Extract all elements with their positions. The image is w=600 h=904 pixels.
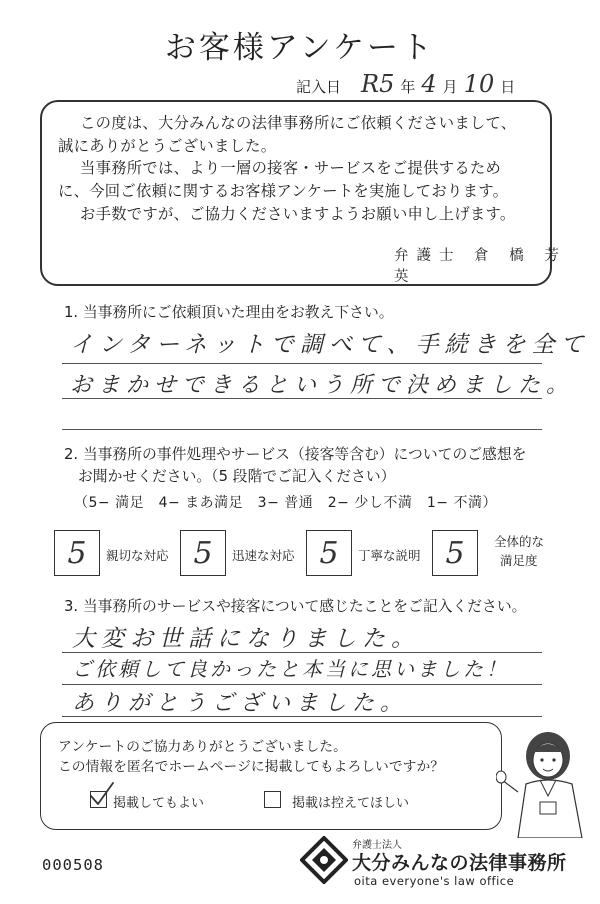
question-3: 3. 当事務所のサービスや接客について感じたことをご記入ください。 bbox=[64, 598, 527, 615]
rating-box-explanation: 5 bbox=[306, 530, 352, 576]
signature: 弁護士 倉 橋 芳 英 bbox=[394, 248, 567, 285]
answer-3-line: ありがとうございました。 bbox=[72, 691, 409, 716]
answer-rule bbox=[62, 716, 542, 717]
entry-date bbox=[296, 70, 515, 96]
answer-rule bbox=[62, 363, 542, 364]
intro-line: この度は、大分みんなの法律事務所にご依頼くださいまして、 bbox=[80, 114, 517, 132]
firm-type: 弁護士法人 bbox=[352, 840, 402, 851]
answer-3-line: 大変お世話になりました。 bbox=[72, 626, 420, 652]
firm-logo-icon bbox=[300, 836, 348, 884]
consent-no-label: 掲載は控えてほしい bbox=[292, 796, 410, 811]
question-2-line2: お聞かせください。（5 段階でご記入ください） bbox=[78, 468, 396, 485]
intro-line: お手数ですが、ご協力くださいますようお願い申し上げます。 bbox=[80, 205, 516, 223]
intro-line: 当事務所では、より一層の接客・サービスをご提供するため bbox=[80, 159, 502, 177]
firm-english-name: oita everyone's law office bbox=[354, 874, 515, 888]
answer-rule bbox=[62, 398, 542, 399]
date-label: 記入日 bbox=[296, 78, 342, 96]
answer-rule bbox=[62, 684, 542, 685]
question-2-line1: 2. 当事務所の事件処理やサービス（接客等含む）についてのご感想を bbox=[64, 446, 527, 463]
answer-1-line: おまかせできるという所で決めました。 bbox=[70, 373, 575, 398]
answer-rule bbox=[62, 429, 542, 430]
serial-number: 000508 bbox=[42, 856, 104, 874]
date-day-unit: 日 bbox=[500, 78, 516, 96]
staff-illustration bbox=[496, 722, 590, 838]
consent-yes-checkbox[interactable] bbox=[90, 791, 107, 808]
checkmark-icon bbox=[89, 782, 115, 808]
answer-1-line: インターネットで調べて、手続きを全て bbox=[70, 332, 590, 358]
rating-label-overall-2: 満足度 bbox=[500, 553, 538, 568]
rating-box-overall: 5 bbox=[432, 530, 478, 576]
question-1: 1. 当事務所にご依頼頂いた理由をお教え下さい。 bbox=[64, 304, 394, 321]
rating-label-explanation: 丁寧な説明 bbox=[358, 548, 421, 563]
rating-scale: （5− 満足 4− まあ満足 3− 普通 2− 少し不満 1− 不満） bbox=[74, 495, 497, 511]
date-year-unit: 年 bbox=[400, 78, 416, 96]
date-day: 10 bbox=[463, 70, 495, 98]
consent-no-checkbox[interactable] bbox=[264, 791, 281, 808]
rating-label-overall-1: 全体的な bbox=[494, 534, 545, 549]
date-era: R5 bbox=[361, 70, 395, 98]
consent-line2: この情報を匿名でホームページに掲載してもよろしいですか？ bbox=[58, 759, 445, 775]
rating-box-kindness: 5 bbox=[54, 530, 100, 576]
answer-3-line: ご依頼して良かったと本当に思いました！ bbox=[72, 657, 509, 681]
survey-title: お客様アンケート bbox=[164, 30, 436, 66]
rating-box-speed: 5 bbox=[180, 530, 226, 576]
consent-line1: アンケートのご協力ありがとうございました。 bbox=[58, 739, 347, 755]
firm-name: 大分みんなの法律事務所 bbox=[352, 852, 567, 874]
rating-label-speed: 迅速な対応 bbox=[232, 548, 295, 563]
intro-line: に、今回ご依頼に関するお客様アンケートを実施しております。 bbox=[58, 182, 509, 200]
consent-yes-label: 掲載してもよい bbox=[113, 796, 205, 811]
rating-label-kindness: 親切な対応 bbox=[106, 548, 169, 563]
date-month-unit: 月 bbox=[442, 78, 458, 96]
intro-line: 誠にありがとうございました。 bbox=[58, 137, 277, 155]
date-month: 4 bbox=[421, 70, 437, 98]
